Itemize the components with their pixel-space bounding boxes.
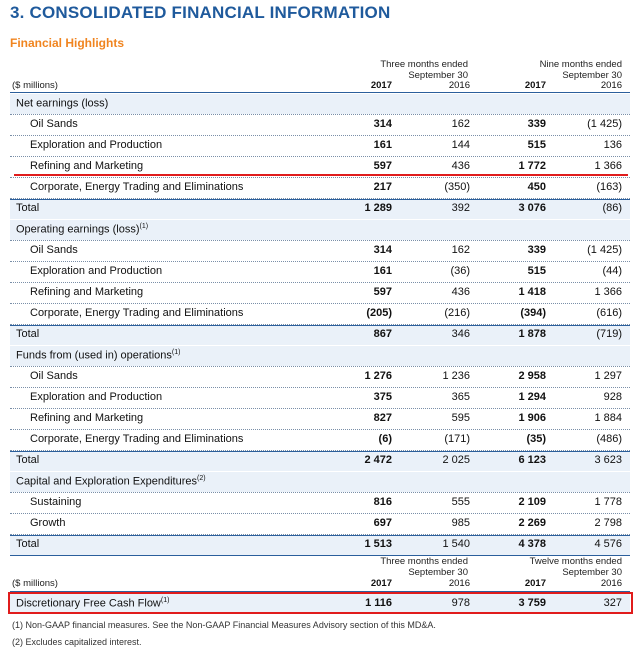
highlight-underline — [14, 174, 628, 176]
table-row — [10, 388, 630, 408]
total-value: 392 — [451, 202, 470, 214]
table-row — [10, 262, 630, 282]
footnote-1: (1) Non-GAAP financial measures. See the Non-GAAP Financial Measures Advisory section of this MD&A. — [12, 620, 436, 630]
row-label: Oil Sands — [30, 118, 78, 130]
cell-value: (1 425) — [587, 244, 622, 256]
cell-value: 375 — [373, 391, 392, 403]
cell-value: (36) — [450, 265, 470, 277]
section-heading-sup: (2) — [197, 475, 206, 482]
twelve-months-line2: September 30 — [562, 567, 622, 578]
cell-value: 217 — [373, 181, 392, 193]
table-row — [10, 430, 630, 450]
cell-value: 697 — [373, 517, 392, 529]
row-label: Refining and Marketing — [30, 286, 144, 298]
section-heading-text: Funds from (used in) operations — [16, 349, 172, 362]
total-rule — [10, 451, 630, 452]
cell-value: 1 884 — [594, 412, 622, 424]
total-row — [10, 451, 630, 471]
total-row — [10, 199, 630, 219]
table-row — [10, 115, 630, 135]
cell-value: 436 — [451, 286, 470, 298]
cell-value: 985 — [451, 517, 470, 529]
section-heading — [16, 97, 108, 110]
cell-value: 2 958 — [518, 370, 546, 382]
row-label: Oil Sands — [30, 244, 78, 256]
table-row — [10, 283, 630, 303]
cell-value: (44) — [602, 265, 622, 277]
page-title: 3. CONSOLIDATED FINANCIAL INFORMATION — [10, 3, 391, 22]
section-heading-text: Operating earnings (loss) — [16, 223, 140, 236]
header-rule — [10, 92, 630, 93]
three-months-line1: Three months ended — [380, 59, 468, 70]
cell-value: 597 — [373, 286, 392, 298]
cell-value: 2 269 — [518, 517, 546, 529]
cell-value: 827 — [373, 412, 392, 424]
total-value: 4 576 — [594, 538, 622, 550]
row-label: Exploration and Production — [30, 391, 163, 403]
cell-value: (350) — [444, 181, 470, 193]
col2-2016-a: 2016 — [448, 578, 470, 589]
total-rule — [10, 325, 630, 326]
total-value: 3 623 — [594, 454, 622, 466]
dfcf-label-text: Discretionary Free Cash Flow — [16, 597, 161, 610]
col-2017-b: 2017 — [524, 80, 546, 91]
total-rule — [10, 199, 630, 200]
table-row — [10, 493, 630, 513]
cell-value: 314 — [373, 118, 392, 130]
total-value: (86) — [602, 202, 622, 214]
three-months-line1-2: Three months ended — [380, 556, 468, 567]
row-label: Exploration and Production — [30, 139, 163, 151]
total-value: 1 289 — [364, 202, 392, 214]
row-label: Growth — [30, 517, 66, 529]
dfcf-v2: 978 — [451, 597, 470, 609]
row-label: Exploration and Production — [30, 265, 163, 277]
total-value: 3 076 — [518, 202, 546, 214]
section-heading — [16, 475, 206, 488]
dfcf-v3: 3 759 — [518, 597, 546, 609]
row-label: Refining and Marketing — [30, 412, 144, 424]
col-2017-a: 2017 — [370, 80, 392, 91]
cell-value: 1 366 — [594, 286, 622, 298]
footnote-2: (2) Excludes capitalized interest. — [12, 637, 142, 647]
cell-value: 1 906 — [518, 412, 546, 424]
row-label: Corporate, Energy Trading and Eliminations — [30, 433, 244, 445]
table-row — [10, 241, 630, 261]
cell-value: 928 — [603, 391, 622, 403]
total-value: 1 540 — [442, 538, 470, 550]
cell-value: 515 — [527, 139, 546, 151]
section-heading-sup: (1) — [171, 349, 181, 356]
cell-value: 1 297 — [594, 370, 622, 382]
total-row — [10, 325, 630, 345]
cell-value: 1 418 — [518, 286, 546, 298]
cell-value: (171) — [444, 433, 470, 445]
cell-value: (216) — [444, 307, 470, 319]
section-heading-row — [10, 94, 630, 114]
row-label: Refining and Marketing — [30, 160, 144, 172]
table-row — [10, 367, 630, 387]
section-heading-text: Capital and Exploration Expenditures — [16, 475, 198, 488]
cell-value: 2 798 — [594, 517, 622, 529]
col-2016-b: 2016 — [600, 80, 622, 91]
dfcf-v4: 327 — [603, 597, 622, 609]
col-2016-a: 2016 — [448, 80, 470, 91]
cell-value: 1 772 — [518, 160, 546, 172]
nine-months-header — [520, 59, 622, 81]
total-value: 4 378 — [518, 538, 546, 550]
section-heading-sup: (1) — [139, 223, 149, 230]
total-value: 2 025 — [442, 454, 470, 466]
col2-2016-b: 2016 — [600, 578, 622, 589]
col2-2017-a: 2017 — [370, 578, 392, 589]
three-months-header-2 — [378, 556, 468, 578]
total-label: Total — [16, 202, 40, 214]
cell-value: (1 425) — [587, 118, 622, 130]
total-value: (719) — [596, 328, 622, 340]
section-heading-text: Net earnings (loss) — [16, 97, 109, 110]
cell-value: (486) — [596, 433, 622, 445]
cell-value: (616) — [596, 307, 622, 319]
cell-value: 339 — [527, 118, 546, 130]
cell-value: 1 294 — [518, 391, 546, 403]
unit-label-2: ($ millions) — [12, 578, 58, 589]
table-row — [10, 514, 630, 534]
cell-value: 450 — [527, 181, 546, 193]
cell-value: 597 — [373, 160, 392, 172]
section-heading-row — [10, 220, 630, 240]
section-heading — [16, 223, 148, 236]
cell-value: 144 — [451, 139, 470, 151]
cell-value: 162 — [451, 118, 470, 130]
cell-value: 162 — [451, 244, 470, 256]
twelve-months-header — [510, 556, 622, 578]
cell-value: 339 — [527, 244, 546, 256]
cell-value: 2 109 — [518, 496, 546, 508]
cell-value: (35) — [526, 433, 546, 445]
section-heading — [16, 349, 180, 362]
unit-label: ($ millions) — [12, 80, 58, 91]
three-months-line2-2: September 30 — [408, 567, 468, 578]
cell-value: (163) — [596, 181, 622, 193]
table-row — [10, 304, 630, 324]
total-label: Total — [16, 328, 40, 340]
cell-value: (394) — [520, 307, 546, 319]
cell-value: 365 — [451, 391, 470, 403]
cell-value: 1 236 — [442, 370, 470, 382]
dfcf-sup: (1) — [160, 597, 170, 604]
nine-months-line1: Nine months ended — [539, 59, 622, 70]
total-value: 1 513 — [364, 538, 392, 550]
cell-value: 555 — [451, 496, 470, 508]
total-value: 346 — [451, 328, 470, 340]
cell-value: 314 — [373, 244, 392, 256]
cell-value: 595 — [451, 412, 470, 424]
col2-2017-b: 2017 — [524, 578, 546, 589]
cell-value: 161 — [373, 139, 392, 151]
table-row — [10, 136, 630, 156]
cell-value: 436 — [451, 160, 470, 172]
cell-value: 515 — [527, 265, 546, 277]
row-label: Oil Sands — [30, 370, 78, 382]
total-label: Total — [16, 538, 40, 550]
cell-value: 1 276 — [364, 370, 392, 382]
total-label: Total — [16, 454, 40, 466]
section-subtitle: Financial Highlights — [10, 36, 125, 50]
nine-months-line2: September 30 — [562, 70, 622, 81]
row-label: Corporate, Energy Trading and Eliminations — [30, 307, 244, 319]
total-rule — [10, 535, 630, 536]
cell-value: 1 778 — [594, 496, 622, 508]
dfcf-v1: 1 116 — [365, 597, 392, 609]
cell-value: 816 — [373, 496, 392, 508]
table-row — [10, 409, 630, 429]
cell-value: 161 — [373, 265, 392, 277]
three-months-header — [378, 59, 468, 81]
dfcf-highlight-box — [8, 592, 633, 614]
section-heading-row — [10, 472, 630, 492]
row-label: Sustaining — [30, 496, 82, 508]
row-label: Corporate, Energy Trading and Eliminations — [30, 181, 244, 193]
cell-value: (6) — [378, 433, 392, 445]
total-value: 867 — [373, 328, 392, 340]
cell-value: 136 — [603, 139, 622, 151]
total-row — [10, 535, 630, 555]
cell-value: 1 366 — [594, 160, 622, 172]
total-value: 6 123 — [518, 454, 546, 466]
three-months-line2: September 30 — [408, 70, 468, 81]
twelve-months-line1: Twelve months ended — [529, 556, 622, 567]
total-value: 1 878 — [518, 328, 546, 340]
table-row — [10, 178, 630, 198]
total-value: 2 472 — [364, 454, 392, 466]
section-heading-row — [10, 346, 630, 366]
cell-value: (205) — [366, 307, 392, 319]
